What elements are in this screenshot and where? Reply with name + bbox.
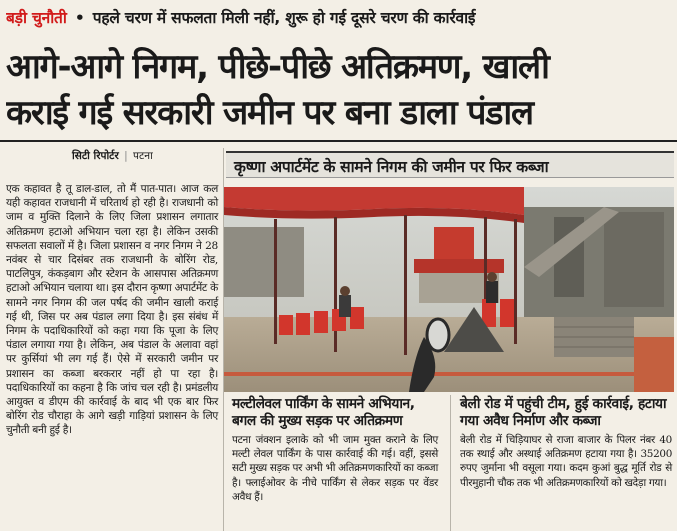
kicker-line [6, 5, 672, 31]
headline-line-2: कराई गई सरकारी जमीन पर बना डाला पंडाल [6, 93, 533, 133]
story-bailey-road [460, 396, 672, 490]
kicker-text: पहले चरण में सफलता मिली नहीं, शुरू हो गई दूसरे चरण की कार्रवाई [92, 9, 476, 27]
headline-rule [0, 140, 677, 142]
story-body: बेली रोड में चिड़ियाघर से राजा बाजार के पिलर नंबर 40 तक स्थाई और अस्थाई अतिक्रमण हटाया गया है। 35200 रुपए जुर्माना भी वसूला गया। कदम कुआं बुद्ध मूर्ति रोड से पीरमुहानी चौक तक भी अतिक्रमणकारियों को खदेड़ा गया। [460, 434, 672, 489]
kicker-bullet: • [74, 9, 85, 27]
pandal-photo-illustration [224, 187, 674, 392]
story-multilevel-parking [232, 396, 438, 504]
byline-author: सिटी रिपोर्टर [72, 150, 119, 162]
headline-line-1: आगे-आगे निगम, पीछे-पीछे अतिक्रमण, खाली [6, 47, 549, 87]
news-photo [224, 187, 674, 392]
story-divider [450, 395, 451, 531]
main-story-paragraph: एक कहावत है तू डाल-डाल, तो मैं पात-पात। आज कल यही कहावत राजधानी में चरितार्थ हो रही है। राजधानी को जाम व मुक्ति दिलाने के लिए जिला प्रशासन लगातार अतिक्रमण हटाओ अभियान चला रहा है। लेकिन उसकी सफलता सवालों में है। जिला प्रशासन व नगर निगम ने 28 नवंबर से चार दिसंबर तक राजधानी के बोरिंग रोड, पाटलिपुत्र, कंकड़बाग और स्टेशन के आसपास अतिक्रमण हटाओ अभियान चलाया था। इस दौरान कृष्णा अपार्टमेंट के सामने नगर निगम की जल पर्षद की जमीन खाली कराई गई थी, जिस पर अब पंडाल लगा दिया है। इस संबंध में निगम के पदाधिकारियों को कहा गया कि पूजा के लिए पंडाल लगाया गया है। लेकिन, अब पंडाल के अलावा वहां पर कुर्सियां भी लग गई हैं। ऐसे में सरकारी जमीन पर प्रशासन का कब्जा बरकरार नहीं हो पा रहा है। पदाधिकारियों का कहना है कि जांच चल रही है। प्रमंडलीय आयुक्त व डीएम की कार्रवाई के बाद भी एक बार फिर बोरिंग रोड चौराहा के आगे खड़ी गाड़ियां प्रशासन के लिए चुनौती बनी हुई है। [6, 183, 218, 437]
byline-place: पटना [133, 150, 153, 162]
main-headline [6, 44, 674, 136]
main-story-body [6, 182, 218, 438]
subheadline-bar: कृष्णा अपार्टमेंट के सामने निगम की जमीन पर फिर कब्जा [226, 151, 674, 178]
byline [72, 149, 153, 163]
story-headline: मल्टीलेवल पार्किंग के सामने अभियान, बगल की मुख्य सड़क पर अतिक्रमण [232, 396, 415, 429]
kicker-label: बड़ी चुनौती [6, 9, 67, 27]
story-body: पटना जंक्शन इलाके को भी जाम मुक्त कराने के लिए मल्टी लेवल पार्किंग के पास कार्रवाई की गई। वहीं, इससे सटी मुख्य सड़क पर अभी भी अतिक्रमणकारियों का कब्जा है। फ्लाईओवर के नीचे पार्किंग से लेकर सड़क पर वेंडर अवैध हैं। [232, 434, 438, 503]
story-headline: बेली रोड में पहुंची टीम, हुई कार्रवाई, हटाया गया अवैध निर्माण और कब्जा [460, 396, 667, 429]
byline-separator: | [124, 150, 128, 162]
